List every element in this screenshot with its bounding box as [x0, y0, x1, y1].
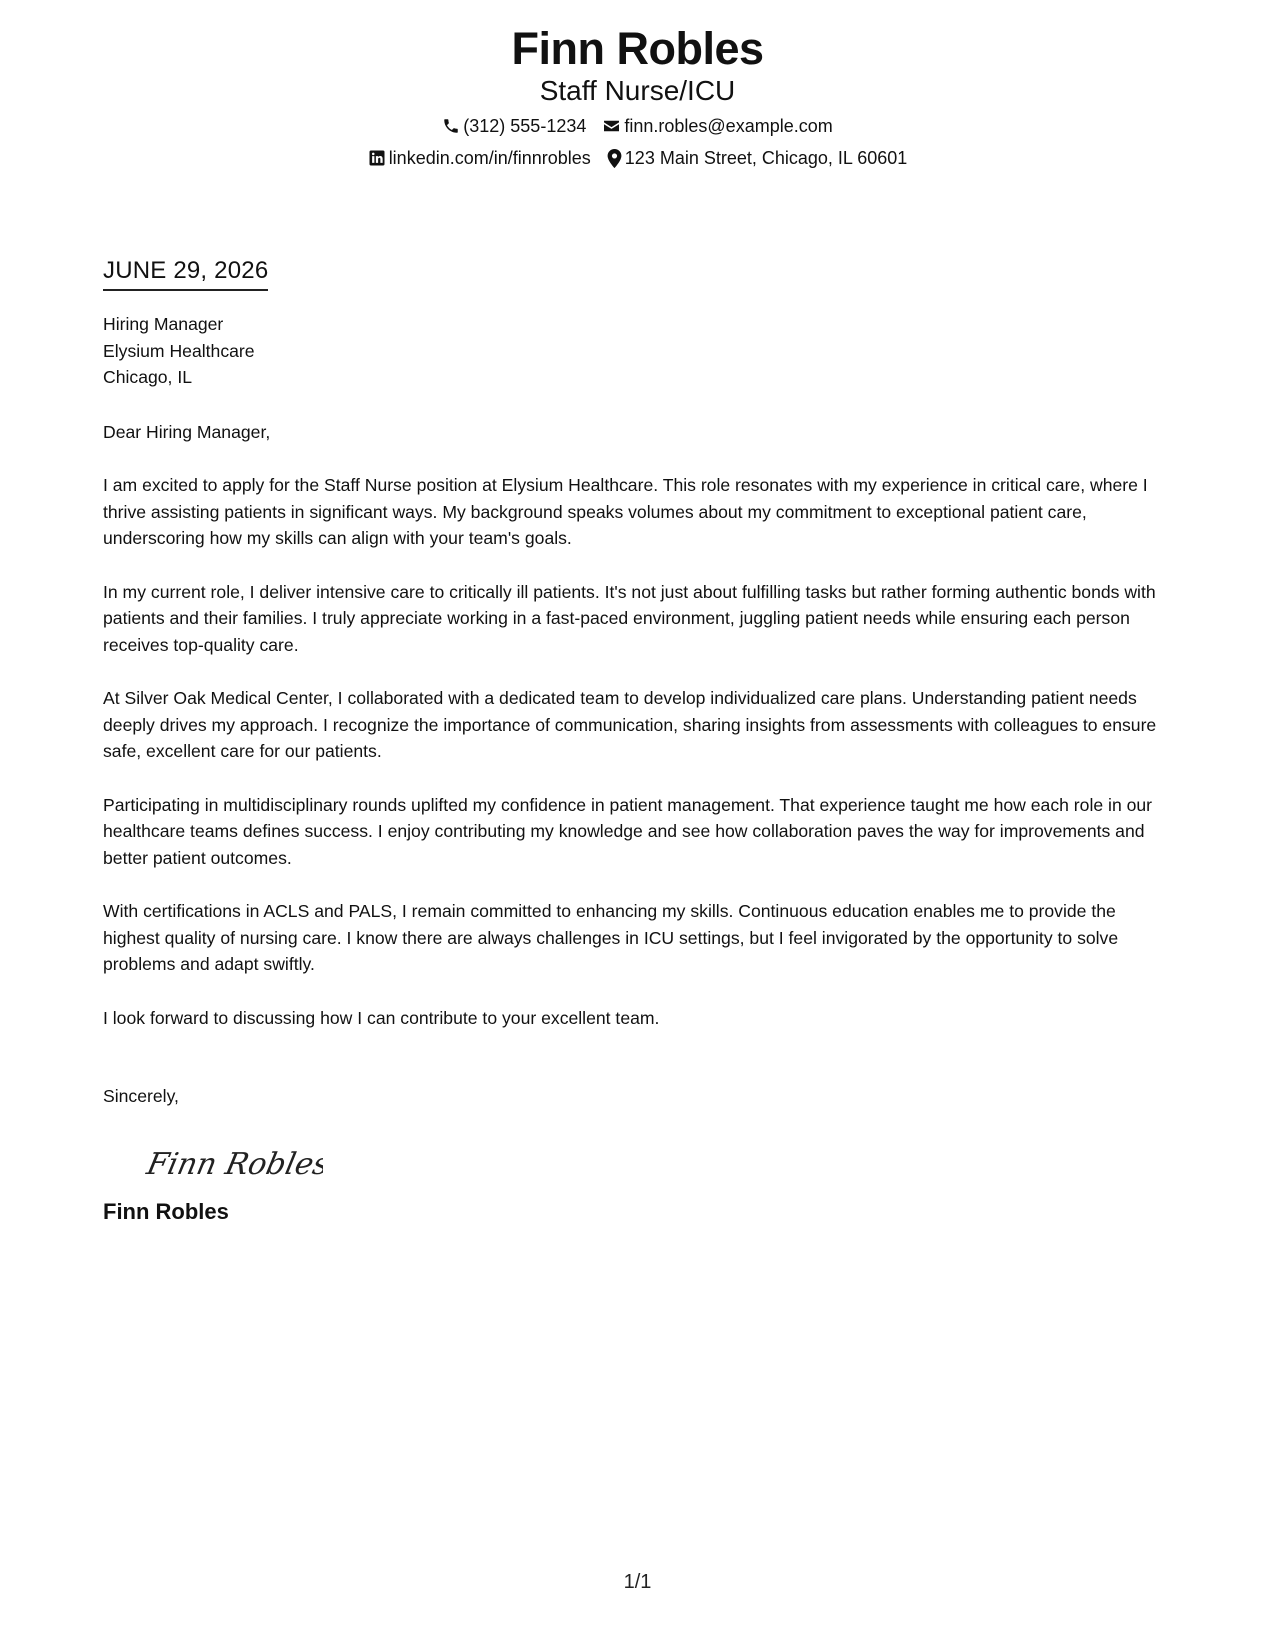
letter-body — [103, 256, 1173, 1226]
body-paragraph: With certifications in ACLS and PALS, I remain committed to enhancing my skills. Continuous education enables me to provide the highest quality of nursing care. I know there are always challenges in ICU settings, but I feel invigorated by the opportunity to solve problems and adapt swiftly. — [103, 901, 1119, 974]
phone-number: (312) 555-1234 — [463, 116, 587, 136]
street-address: 123 Main Street, Chicago, IL 60601 — [624, 148, 908, 168]
letter-date: JUNE 29, 2026 — [103, 256, 268, 291]
recipient-line: Hiring Manager — [103, 314, 224, 334]
signer-name: Finn Robles — [103, 1198, 229, 1224]
signature-image — [143, 1138, 323, 1186]
body-paragraph: Participating in multidisciplinary rounds uplifted my confidence in patient management. That experience taught me how each role in our healthcare teams defines success. I enjoy contributing my knowledge and see how collaboration paves the way for improvements and better patient outcomes. — [103, 794, 1153, 868]
contact-linkedin — [368, 146, 591, 170]
linkedin-icon — [368, 149, 386, 167]
phone-icon — [442, 117, 460, 135]
applicant-name: Finn Robles — [511, 23, 764, 74]
body-paragraph: I am excited to apply for the Staff Nurse position at Elysium Healthcare. This role resonates with my experience in critical care, where I thrive assisting patients in significant ways. My background speaks volumes about my commitment to exceptional patient care, underscoring how my skills can align with your team's goals. — [103, 475, 1148, 548]
recipient-line: Elysium Healthcare — [103, 340, 255, 361]
contact-address — [607, 146, 908, 170]
page-number: 1/1 — [623, 1571, 652, 1593]
body-paragraph: In my current role, I deliver intensive care to critically ill patients. It's not just about fulfilling tasks but rather forming authentic bonds with patients and their families. I truly appreciate working in a fast-paced environment, juggling patient needs while ensuring each person receives top-quality care. — [103, 581, 1156, 655]
body-paragraph: At Silver Oak Medical Center, I collaborated with a dedicated team to develop individualized care plans. Understanding patient needs deeply drives my approach. I recognize the importance of communication, sharing insights from assessments with colleagues to ensure safe, excellent care for our patients. — [103, 688, 1157, 761]
job-title: Staff Nurse/ICU — [539, 75, 736, 106]
contact-row-primary — [0, 114, 1275, 138]
envelope-icon — [602, 117, 621, 135]
body-paragraph: I look forward to discussing how I can contribute to your excellent team. — [103, 1007, 660, 1028]
recipient-line: Chicago, IL — [103, 367, 192, 387]
signature-text: Finn Robles — [143, 1146, 323, 1182]
contact-email — [602, 114, 832, 138]
contact-phone — [442, 114, 586, 138]
map-marker-icon — [607, 149, 622, 168]
letter-header — [0, 22, 1275, 170]
linkedin-url: linkedin.com/in/finnrobles — [388, 148, 591, 168]
recipient-block — [103, 311, 1173, 391]
contact-row-secondary — [0, 146, 1275, 170]
email-address: finn.robles@example.com — [624, 116, 833, 136]
salutation: Dear Hiring Manager, — [103, 421, 271, 442]
closing: Sincerely, — [103, 1086, 179, 1106]
